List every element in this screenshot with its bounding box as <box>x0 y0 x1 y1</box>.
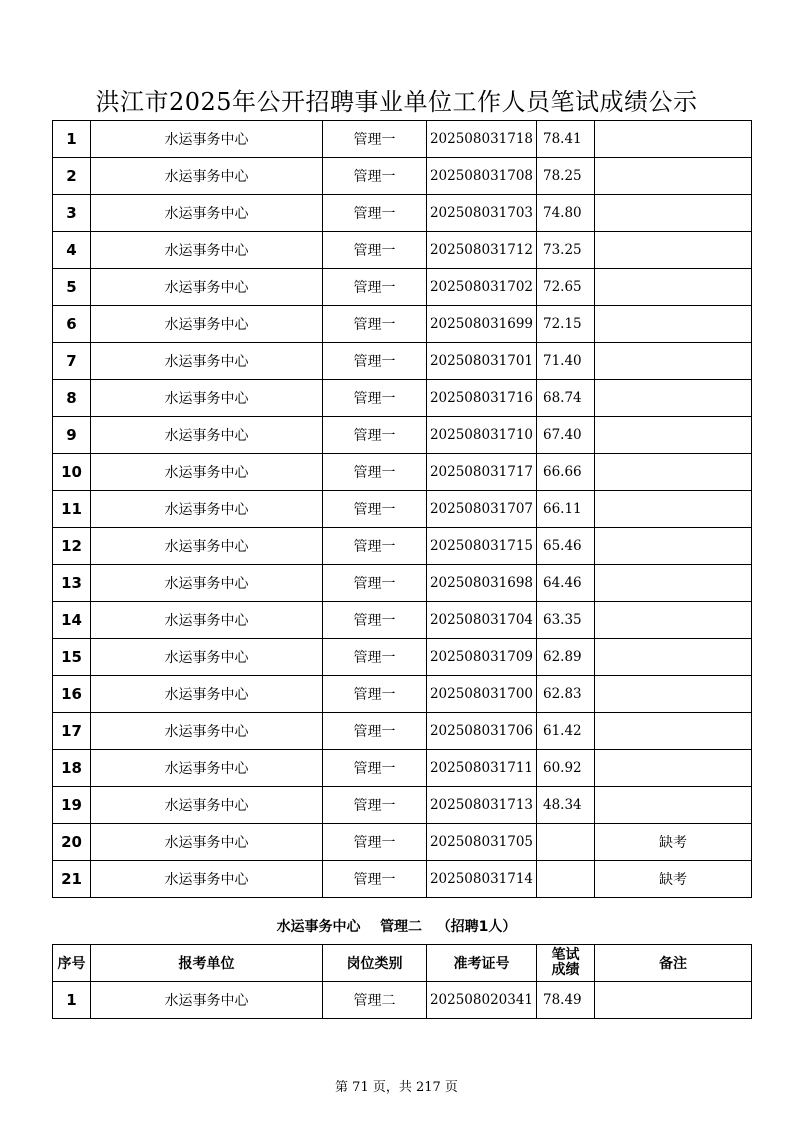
row-unit: 水运事务中心 <box>91 417 323 454</box>
row-unit: 水运事务中心 <box>91 713 323 750</box>
table-row <box>53 676 752 713</box>
row-unit: 水运事务中心 <box>91 306 323 343</box>
row-unit: 水运事务中心 <box>91 750 323 787</box>
row-score: 66.11 <box>537 491 595 528</box>
row-remark <box>595 602 752 639</box>
row-exam-no: 202508031699 <box>427 306 537 343</box>
row-score: 63.35 <box>537 602 595 639</box>
row-post: 管理一 <box>323 417 427 454</box>
table-row <box>53 750 752 787</box>
row-remark <box>595 343 752 380</box>
row-post: 管理一 <box>323 343 427 380</box>
row-post: 管理一 <box>323 269 427 306</box>
section-unit: 水运事务中心 <box>276 919 361 935</box>
row-unit: 水运事务中心 <box>91 121 323 158</box>
header-score-line1: 笔试 <box>551 947 580 963</box>
row-index: 3 <box>53 195 91 232</box>
row-post: 管理一 <box>323 195 427 232</box>
row-unit: 水运事务中心 <box>91 269 323 306</box>
row-exam-no: 202508031705 <box>427 824 537 861</box>
row-remark <box>595 491 752 528</box>
table-row <box>53 602 752 639</box>
row-remark <box>595 306 752 343</box>
row-score: 78.41 <box>537 121 595 158</box>
row-score <box>537 824 595 861</box>
row-exam-no: 202508020341 <box>427 982 537 1019</box>
row-remark <box>595 750 752 787</box>
row-unit: 水运事务中心 <box>91 232 323 269</box>
page-title: 洪江市2025年公开招聘事业单位工作人员笔试成绩公示 <box>95 88 698 116</box>
row-index: 11 <box>53 491 91 528</box>
row-remark <box>595 787 752 824</box>
row-remark <box>595 269 752 306</box>
header-unit: 报考单位 <box>91 945 323 982</box>
table-row <box>53 639 752 676</box>
table-row <box>53 861 752 898</box>
row-score: 48.34 <box>537 787 595 824</box>
row-remark: 缺考 <box>595 824 752 861</box>
row-unit: 水运事务中心 <box>91 982 323 1019</box>
row-post: 管理一 <box>323 602 427 639</box>
row-score: 62.89 <box>537 639 595 676</box>
row-score: 72.15 <box>537 306 595 343</box>
row-post: 管理一 <box>323 565 427 602</box>
row-post: 管理一 <box>323 380 427 417</box>
row-post: 管理一 <box>323 121 427 158</box>
row-score: 61.42 <box>537 713 595 750</box>
row-unit: 水运事务中心 <box>91 195 323 232</box>
row-post: 管理一 <box>323 676 427 713</box>
table-row <box>53 417 752 454</box>
row-unit: 水运事务中心 <box>91 602 323 639</box>
row-exam-no: 202508031714 <box>427 861 537 898</box>
row-score: 74.80 <box>537 195 595 232</box>
row-index: 9 <box>53 417 91 454</box>
row-index: 12 <box>53 528 91 565</box>
row-score: 73.25 <box>537 232 595 269</box>
table-row <box>53 380 752 417</box>
row-score: 78.49 <box>537 982 595 1019</box>
row-post: 管理二 <box>323 982 427 1019</box>
row-score: 71.40 <box>537 343 595 380</box>
row-index: 8 <box>53 380 91 417</box>
row-post: 管理一 <box>323 787 427 824</box>
row-index: 15 <box>53 639 91 676</box>
section-quota: （招聘1人） <box>436 919 517 935</box>
row-exam-no: 202508031713 <box>427 787 537 824</box>
row-remark <box>595 676 752 713</box>
row-unit: 水运事务中心 <box>91 676 323 713</box>
row-index: 20 <box>53 824 91 861</box>
row-exam-no: 202508031715 <box>427 528 537 565</box>
row-remark <box>595 528 752 565</box>
row-exam-no: 202508031710 <box>427 417 537 454</box>
row-unit: 水运事务中心 <box>91 491 323 528</box>
table-row <box>53 454 752 491</box>
row-unit: 水运事务中心 <box>91 824 323 861</box>
row-post: 管理一 <box>323 750 427 787</box>
header-remark: 备注 <box>595 945 752 982</box>
row-remark <box>595 565 752 602</box>
table-row <box>53 269 752 306</box>
header-score-line2: 成绩 <box>551 962 580 978</box>
row-exam-no: 202508031712 <box>427 232 537 269</box>
row-score: 72.65 <box>537 269 595 306</box>
table-row <box>53 491 752 528</box>
row-score <box>537 861 595 898</box>
table-row <box>53 787 752 824</box>
table-row <box>53 306 752 343</box>
row-unit: 水运事务中心 <box>91 343 323 380</box>
row-exam-no: 202508031717 <box>427 454 537 491</box>
row-index: 1 <box>53 121 91 158</box>
section-heading-management-2 <box>0 916 793 936</box>
row-score: 64.46 <box>537 565 595 602</box>
row-remark <box>595 121 752 158</box>
row-index: 13 <box>53 565 91 602</box>
table-row <box>53 232 752 269</box>
page-footer: 第 71 页，共 217 页 <box>335 1080 458 1095</box>
row-post: 管理一 <box>323 306 427 343</box>
row-index: 17 <box>53 713 91 750</box>
row-post: 管理一 <box>323 528 427 565</box>
row-post: 管理一 <box>323 639 427 676</box>
row-post: 管理一 <box>323 491 427 528</box>
row-index: 14 <box>53 602 91 639</box>
row-exam-no: 202508031706 <box>427 713 537 750</box>
row-exam-no: 202508031698 <box>427 565 537 602</box>
header-post: 岗位类别 <box>323 945 427 982</box>
row-exam-no: 202508031701 <box>427 343 537 380</box>
scores-table-management-1 <box>52 120 752 898</box>
row-exam-no: 202508031703 <box>427 195 537 232</box>
row-exam-no: 202508031716 <box>427 380 537 417</box>
row-post: 管理一 <box>323 861 427 898</box>
row-remark <box>595 158 752 195</box>
row-unit: 水运事务中心 <box>91 528 323 565</box>
row-score: 60.92 <box>537 750 595 787</box>
row-exam-no: 202508031708 <box>427 158 537 195</box>
table-row <box>53 158 752 195</box>
row-index: 5 <box>53 269 91 306</box>
row-index: 21 <box>53 861 91 898</box>
row-index: 2 <box>53 158 91 195</box>
table-row <box>53 982 752 1019</box>
row-score: 65.46 <box>537 528 595 565</box>
row-index: 16 <box>53 676 91 713</box>
row-post: 管理一 <box>323 824 427 861</box>
header-score <box>537 945 595 982</box>
table-row <box>53 565 752 602</box>
row-exam-no: 202508031711 <box>427 750 537 787</box>
row-remark <box>595 232 752 269</box>
row-index: 1 <box>53 982 91 1019</box>
row-score: 68.74 <box>537 380 595 417</box>
row-post: 管理一 <box>323 158 427 195</box>
row-remark <box>595 982 752 1019</box>
row-exam-no: 202508031700 <box>427 676 537 713</box>
table-row <box>53 528 752 565</box>
section-post: 管理二 <box>380 919 423 935</box>
row-remark: 缺考 <box>595 861 752 898</box>
table-row <box>53 824 752 861</box>
row-post: 管理一 <box>323 454 427 491</box>
row-post: 管理一 <box>323 713 427 750</box>
row-exam-no: 202508031707 <box>427 491 537 528</box>
row-remark <box>595 417 752 454</box>
row-index: 7 <box>53 343 91 380</box>
table-row <box>53 121 752 158</box>
row-remark <box>595 713 752 750</box>
row-index: 10 <box>53 454 91 491</box>
row-remark <box>595 195 752 232</box>
row-exam-no: 202508031718 <box>427 121 537 158</box>
row-unit: 水运事务中心 <box>91 639 323 676</box>
row-remark <box>595 380 752 417</box>
table-header-row <box>53 945 752 982</box>
row-unit: 水运事务中心 <box>91 565 323 602</box>
table-row <box>53 343 752 380</box>
scores-table-management-2 <box>52 944 752 1019</box>
row-remark <box>595 454 752 491</box>
row-index: 18 <box>53 750 91 787</box>
row-score: 78.25 <box>537 158 595 195</box>
row-score: 67.40 <box>537 417 595 454</box>
row-exam-no: 202508031709 <box>427 639 537 676</box>
row-index: 6 <box>53 306 91 343</box>
header-idx: 序号 <box>53 945 91 982</box>
row-index: 4 <box>53 232 91 269</box>
row-score: 66.66 <box>537 454 595 491</box>
row-index: 19 <box>53 787 91 824</box>
row-unit: 水运事务中心 <box>91 380 323 417</box>
table-row <box>53 195 752 232</box>
row-unit: 水运事务中心 <box>91 861 323 898</box>
header-exam-no: 准考证号 <box>427 945 537 982</box>
table-row <box>53 713 752 750</box>
row-exam-no: 202508031702 <box>427 269 537 306</box>
row-unit: 水运事务中心 <box>91 158 323 195</box>
row-unit: 水运事务中心 <box>91 787 323 824</box>
row-score: 62.83 <box>537 676 595 713</box>
row-unit: 水运事务中心 <box>91 454 323 491</box>
row-exam-no: 202508031704 <box>427 602 537 639</box>
row-remark <box>595 639 752 676</box>
row-post: 管理一 <box>323 232 427 269</box>
